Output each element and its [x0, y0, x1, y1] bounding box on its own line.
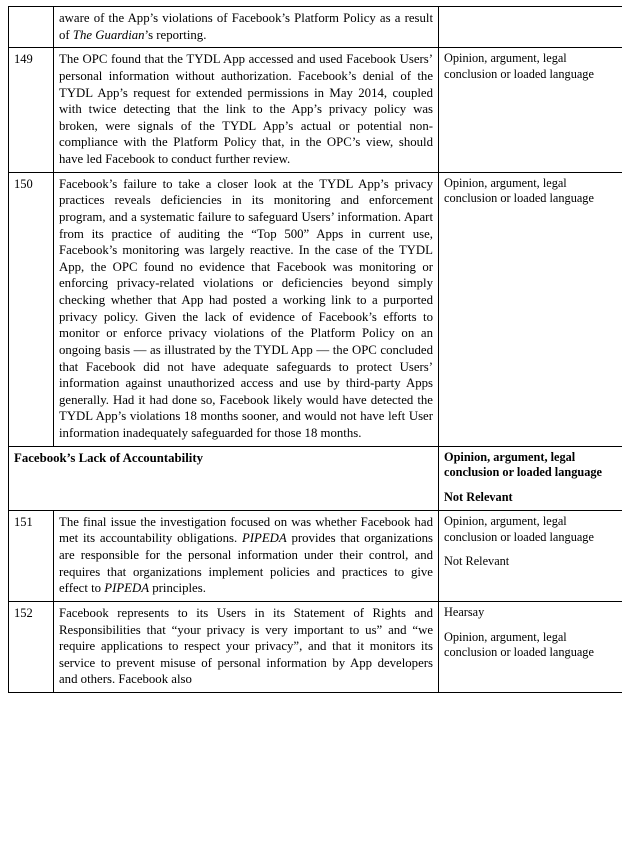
table-row	[9, 172, 622, 446]
section-heading: Facebook’s Lack of Accountability	[9, 446, 439, 510]
paragraph-number: 149	[9, 48, 54, 172]
objection-note	[439, 510, 622, 601]
note-line: Opinion, argument, legal conclusion or loaded language	[444, 51, 594, 81]
note-line: Not Relevant	[444, 490, 513, 505]
table-row	[9, 7, 622, 48]
objection-note	[439, 601, 622, 692]
paragraph-number: 150	[9, 172, 54, 446]
paragraph-text: The final issue the investigation focused on was whether Facebook had met its accountability obligations. PIPEDA provides that organizations are responsible for the personal information under their control, and requires that organizations implement policies and practices to give effect to PIPEDA principles.	[54, 510, 439, 601]
note-line: Opinion, argument, legal conclusion or loaded language	[444, 629, 594, 660]
note-line: Opinion, argument, legal conclusion or loaded language	[444, 175, 594, 206]
note-line: Not Relevant	[444, 554, 510, 569]
paragraph-text: aware of the App’s violations of Facebook’s Platform Policy as a result of The Guardian’s reporting.	[54, 7, 439, 48]
objection-note	[439, 7, 622, 48]
note-spacer	[444, 621, 620, 630]
paragraph-text: The OPC found that the TYDL App accessed and used Facebook Users’ personal information without authorization. Facebook’s denial of the TYDL App’s request for extended permissions in May 2014, coupled with twice detecting that the link to the App’s privacy policy was broken, were signals of the TYDL App’s actual or potential non-compliance with the Platform Policy that, in the OPC’s view, should have led Facebook to conduct further review.	[54, 48, 439, 172]
paragraph-number: 151	[9, 510, 54, 601]
paragraph-number: 152	[9, 601, 54, 692]
note-line: Opinion, argument, legal conclusion or loaded language	[444, 449, 602, 480]
paragraph-number	[9, 7, 54, 48]
note-line: Hearsay	[444, 604, 485, 619]
note-line: Opinion, argument, legal conclusion or loaded language	[444, 513, 594, 544]
table-row	[9, 510, 622, 601]
findings-table	[8, 6, 622, 693]
note-spacer	[444, 481, 620, 490]
paragraph-text: Facebook represents to its Users in its Statement of Rights and Responsibilities that “your privacy is very important to us” and “we require applications to respect your privacy”, and that it monitors its service to prevent misuse of personal information by App developers and others. Facebook also	[54, 601, 439, 692]
table-row	[9, 446, 622, 510]
paragraph-text: Facebook’s failure to take a closer look at the TYDL App’s privacy practices reveals deficiencies in its monitoring and enforcement program, and a systematic failure to safeguard Users’ information. Apart from its practice of auditing the “Top 500” Apps in current use, Facebook’s monitoring was largely reactive. In the case of the TYDL App, the OPC found no evidence that Facebook was monitoring or enforcing privacy-related violations or deficiencies beyond simply checking whether that App had posted a working link to a purported privacy policy. Given the lack of evidence of Facebook’s efforts to monitor or enforce privacy violations of the Platform Policy on an ongoing basis — as illustrated by the TYDL App — the OPC concluded that Facebook did not have adequate safeguards to protect Users’ information against unauthorized access and use by third-party Apps generally. Had it had done so, Facebook likely would have detected the TYDL App’s violations 18 months sooner, and would not have left User information inadequately safeguarded for those 18 months.	[54, 172, 439, 446]
objection-note	[439, 172, 622, 446]
table-row	[9, 601, 622, 692]
note-spacer	[444, 545, 620, 554]
objection-note	[439, 446, 622, 510]
objection-note	[439, 48, 622, 172]
table-row	[9, 48, 622, 172]
